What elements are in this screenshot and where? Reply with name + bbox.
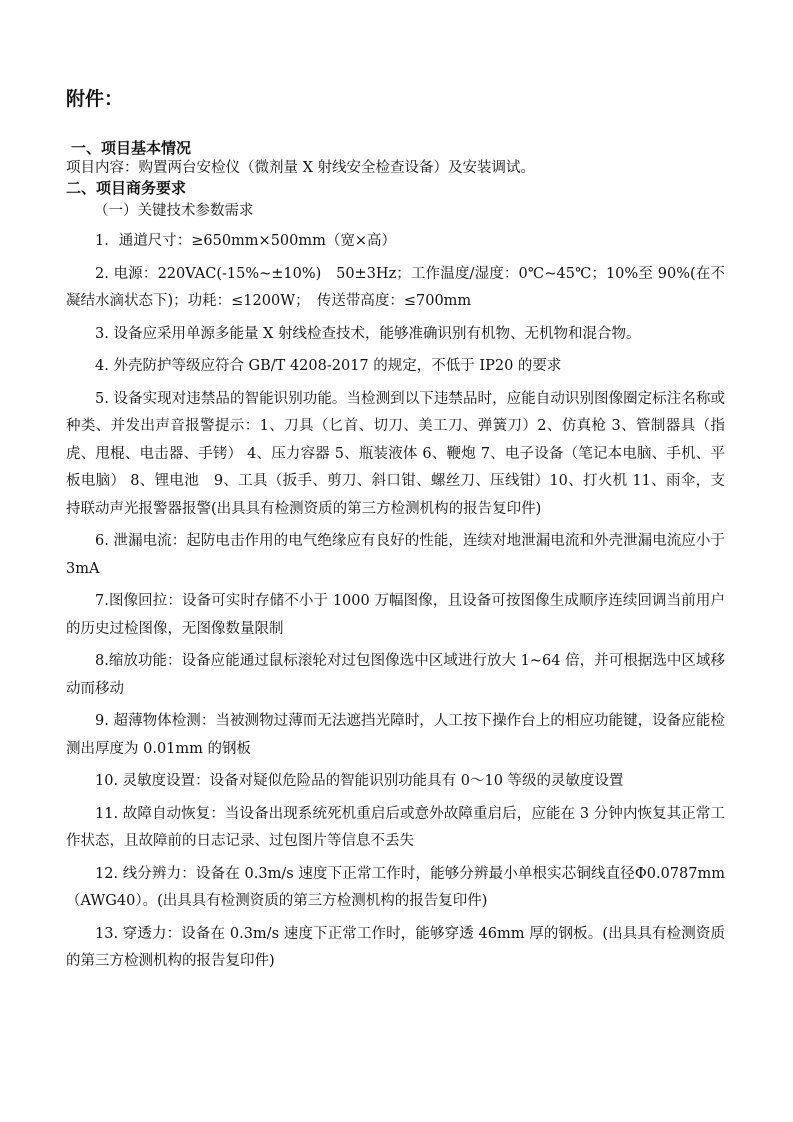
document-title: 附件：	[66, 88, 124, 110]
requirement-item: 12. 线分辨力：设备在 0.3m/s 速度下正常工作时，能够分辨最小单根实芯铜线直径Φ0.0787mm（AWG40）。(出具具有检测资质的第三方检测机构的报告复印件)	[66, 865, 725, 909]
requirement-item: 10. 灵敏度设置：设备对疑似危险品的智能识别功能具有 0～10 等级的灵敏度设置	[95, 773, 624, 789]
requirement-item: 4. 外壳防护等级应符合 GB/T 4208-2017 的规定，不低于 IP20 的要求	[95, 358, 562, 374]
requirement-item: 13. 穿透力：设备在 0.3m/s 速度下正常工作时，能够穿透 46mm 厚的钢板。(出具具有检测资质的第三方检测机构的报告复印件)	[66, 925, 725, 969]
section-heading-business-requirements: 二、项目商务要求	[66, 179, 187, 197]
project-content-text: 项目内容：购置两台安检仪（微剂量 X 射线安全检查设备）及安装调试。	[66, 160, 536, 176]
section-heading-basic-info: 一、项目基本情况	[71, 139, 192, 157]
requirement-item: 7.图像回拉：设备可实时存储不小于 1000 万幅图像，且设备可按图像生成顺序连续回调当前用户的历史过检图像，无图像数量限制	[66, 593, 725, 637]
requirement-item: 6. 泄漏电流：起防电击作用的电气绝缘应有良好的性能，连续对地泄漏电流和外壳泄漏电流应小于 3mA	[66, 533, 725, 577]
subsection-heading-key-parameters: （一）关键技术参数需求	[94, 203, 254, 219]
requirements-list	[66, 228, 725, 976]
requirement-item: 8.缩放功能：设备应能通过鼠标滚轮对过包图像选中区域进行放大 1~64 倍，并可根据选中区域移动而移动	[66, 653, 725, 697]
requirement-item: 2. 电源：220VAC(-15%~±10%) 50±3Hz；工作温度/湿度：0℃~45℃；10%至 90%(在不凝结水滴状态下)；功耗：≤1200W； 传送带高度：≤700mm	[66, 265, 725, 309]
requirement-item: 9. 超薄物体检测：当被测物过薄而无法遮挡光障时，人工按下操作台上的相应功能键，设备应能检测出厚度为 0.01mm 的钢板	[66, 713, 725, 757]
requirement-item: 1．通道尺寸：≥650mm×500mm（宽×高）	[95, 233, 397, 249]
requirement-item: 3. 设备应采用单源多能量 X 射线检查技术，能够准确识别有机物、无机物和混合物。	[95, 325, 641, 342]
requirement-item: 5. 设备实现对违禁品的智能识别功能。当检测到以下违禁品时，应能自动识别图像圈定标注名称或种类、并发出声音报警提示：1、刀具（匕首、切刀、美工刀、弹簧刀）2、仿真枪 3、管制器具（指虎、甩棍、电击器、手铐） 4、压力容器 5、瓶装液体 6、鞭炮 7、电子设备（笔记本电脑、手机、平板电脑） 8、锂电池 9、工具（扳手、剪刀、斜口钳、螺丝刀、压线钳）10、打火机 11、雨伞，支持联动声光报警器报警(出具具有检测资质的第三方检测机构的报告复印件)	[66, 390, 725, 517]
requirement-item: 11. 故障自动恢复：当设备出现系统死机重启后或意外故障重启后，应能在 3 分钟内恢复其正常工作状态，且故障前的日志记录、过包图片等信息不丢失	[66, 805, 725, 849]
